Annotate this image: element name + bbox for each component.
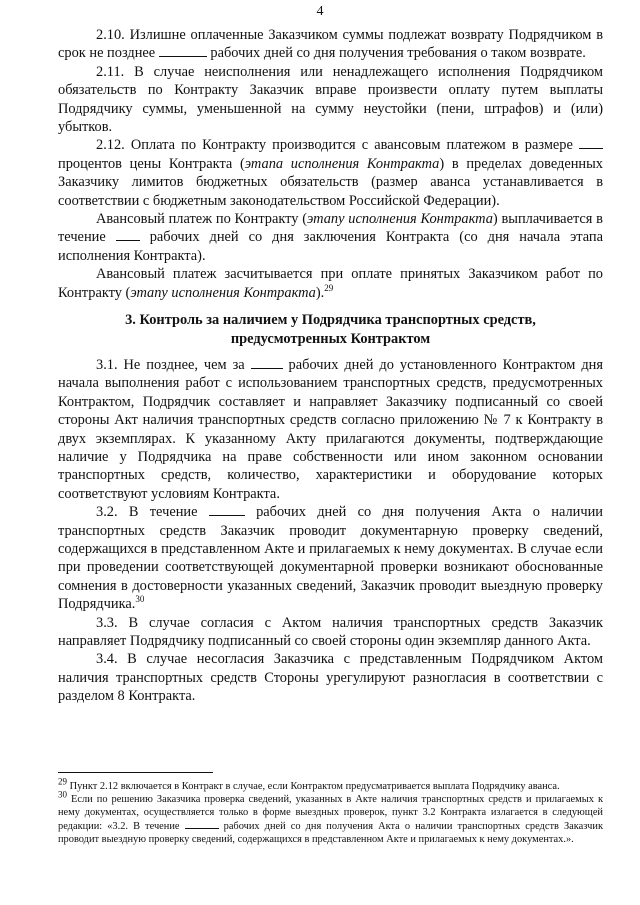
blank-field xyxy=(209,503,245,516)
paragraph-3-1: 3.1. Не позднее, чем за рабочих дней до установленного Контрактом дня начала выполнения работ с использованием транспортных средств, предусмотренных Контрактом, Подрядчик составляет и направляет Заказчику подписанный со своей стороны Акт наличия транспортных средств согласно приложению № 7 к Контракту в двух экземплярах. К указанному Акту прилагаются документы, подтверждающие наличие у Подрядчика на праве собственности или ином законном основании транспортных средств, количество, характеристики и оборудование которых соответствуют условиям Контракта. xyxy=(58,356,603,502)
footnote-ref-30[interactable]: 30 xyxy=(135,594,145,605)
paragraph-3-4: 3.4. В случае несогласия Заказчика с представленным Подрядчиком Актом наличия транспортных средств Стороны урегулируют разногласия в соответствии с разделом 8 Контракта. xyxy=(58,651,603,705)
footnote-29: $^{29}$ Пункт 2.12 включается в Контракт в случае, если Контрактом предусматривается выплата Подрядчику аванса. xyxy=(58,776,560,792)
blank-field xyxy=(251,356,283,369)
paragraph-2-10: 2.10. Излишне оплаченные Заказчиком суммы подлежат возврату Подрядчиком в срок не позднее рабочих дней со дня получения требования о таком возврате. xyxy=(58,27,603,62)
paragraph-advance-payment-1: Авансовый платеж по Контракту (этапу исполнения Контракта) выплачивается в течение рабочих дней со дня заключения Контракта (со дня начала этапа исполнения Контракта). xyxy=(58,211,603,264)
paragraph-2-12: 2.12. Оплата по Контракту производится с авансовым платежом в размере процентов цены Контракта (этапа исполнения Контракта) в пределах доведенных Заказчику лимитов бюджетных обязательств (размер аванса устанавливается в соответствии с бюджетным законодательством Российской Федерации). xyxy=(58,137,603,209)
paragraph-3-2: 3.2. В течение рабочих дней со дня получения Акта о наличии транспортных средств Заказчик проводит документарную проверку сведений, содержащихся в представленном Акте и прилагаемых к нему документах. В случае если при проведении соответствующей документарной проверки возникают обоснованные сомнения в достоверности указанных сведений, Заказчик проводит выездную проверку Подрядчика.$^{30}$ xyxy=(58,504,603,613)
document-body xyxy=(58,26,603,706)
footnote-ref-29[interactable]: 29 xyxy=(324,282,334,293)
footnote-separator xyxy=(58,772,213,773)
footnotes xyxy=(58,776,603,846)
paragraph-3-3: 3.3. В случае согласия с Актом наличия транспортных средств Заказчик направляет Подрядчику подписанный со своей стороны один экземпляр данного Акта. xyxy=(58,614,603,649)
blank-field xyxy=(159,44,207,57)
footnote-30: $^{30}$ Если по решению Заказчика проверка сведений, указанных в Акте наличия транспортных средств и прилагаемых к нему документах, осуществляется только в форме выездных проверок, пункт 3.2 Контракта излагается в следующей редакции: «3.2. В течение рабочих дней со дня получения Акта о наличии транспортных средств Заказчик проводит выездную проверку сведений, содержащихся в представленном Акте и прилагаемых к нему документах.». xyxy=(58,789,603,845)
page-number: 4 xyxy=(316,4,324,19)
paragraph-advance-payment-2: Авансовый платеж засчитывается при оплате принятых Заказчиком работ по Контракту (этапу исполнения Контракта).$^{29}$ xyxy=(58,266,603,301)
blank-field xyxy=(185,819,219,829)
blank-field xyxy=(116,228,140,241)
blank-field xyxy=(579,136,603,149)
paragraph-2-11: 2.11. В случае неисполнения или ненадлежащего исполнения Подрядчиком обязательств по Контракту Заказчик вправе произвести оплату путем выплаты Подрядчику суммы, уменьшенной на сумму неустойки (пени, штрафов) и (или) убытков. xyxy=(58,63,603,136)
section-3-heading: 3. Контроль за наличием у Подрядчика транспортных средств, предусмотренных Контрактом xyxy=(125,312,536,347)
